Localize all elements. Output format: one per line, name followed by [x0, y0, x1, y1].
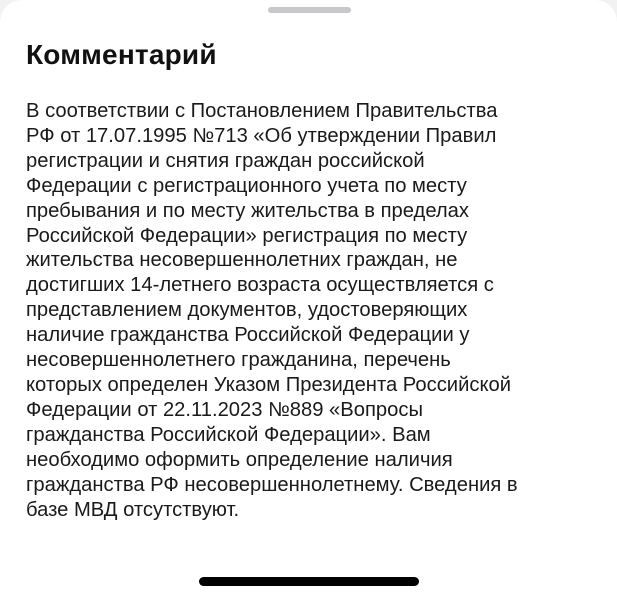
- comment-text-line: гражданства Российской Федерации». Вам: [26, 423, 431, 446]
- comment-text-line: Российской Федерации» регистрация по месту: [26, 224, 468, 247]
- comment-text-line: В соответствии с Постановлением Правительства: [26, 100, 498, 122]
- comment-text-line: пребывания и по месту жительства в пределах: [26, 199, 469, 222]
- comment-text-line: достигших 14-летнего возраста осуществляется с: [26, 274, 494, 297]
- comment-text-line: несовершеннолетнего гражданина, перечень: [26, 349, 451, 372]
- sheet-grabber-handle[interactable]: [268, 7, 351, 13]
- comment-text-line: наличие гражданства Российской Федерации у: [26, 324, 470, 347]
- sheet-title: Комментарий: [26, 39, 217, 70]
- comment-text-line: жительства несовершеннолетних граждан, не: [26, 249, 458, 272]
- comment-text-line: Федерации с регистрационного учета по месту: [26, 174, 467, 197]
- comment-text-line: которых определен Указом Президента Российской: [26, 373, 512, 396]
- comment-text-line: представлением документов, удостоверяющих: [26, 299, 468, 322]
- comment-text: [26, 99, 588, 522]
- comment-text-line: Федерации от 22.11.2023 №889 «Вопросы: [26, 398, 423, 421]
- comment-text-line: РФ от 17.07.1995 №713 «Об утверждении Правил: [26, 124, 497, 147]
- comment-text-line: гражданства РФ несовершеннолетнему. Сведения в: [26, 473, 518, 496]
- comment-text-line: базе МВД отсутствуют.: [26, 498, 240, 521]
- comment-text-line: необходимо оформить определение наличия: [26, 448, 453, 471]
- comment-text-line: регистрации и снятия граждан российской: [26, 149, 425, 172]
- home-indicator[interactable]: [199, 577, 419, 586]
